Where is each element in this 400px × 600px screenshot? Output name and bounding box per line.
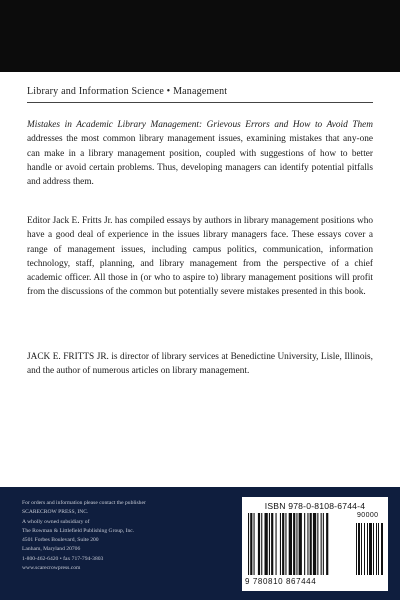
- publisher-line: 4501 Forbes Boulevard, Suite 200: [22, 537, 99, 544]
- publisher-line: www.scarecrowpress.com: [22, 565, 81, 572]
- isbn-text: ISBN 978-0-8108-6744-4: [264, 501, 366, 511]
- publisher-line: For orders and information please contact the publisher: [22, 500, 146, 506]
- barcode-icon: [248, 513, 386, 577]
- publisher-line: The Rowman & Littlefield Publishing Group, Inc.: [22, 527, 135, 534]
- publisher-line: Lanham, Maryland 20706: [22, 546, 81, 553]
- publisher-contact: [22, 499, 222, 573]
- description-text: addresses the most common library management issues, examining mistakes that any-one can make in a library management position, coupled with suggestions of how to better handle or avoid certain problems. Thus, developing managers can identify potential pitfalls and address them.: [27, 134, 373, 188]
- barcode-box: [242, 497, 388, 591]
- top-dark-band: [0, 0, 400, 72]
- subject-category: Library and Information Science • Management: [27, 86, 228, 97]
- price-code: 90000: [357, 512, 379, 519]
- publisher-line: A wholly owned subsidiary of: [22, 518, 90, 525]
- divider-rule: [27, 102, 373, 103]
- description-paragraph: [27, 118, 373, 189]
- publisher-line: SCARECROW PRESS, INC.: [22, 509, 89, 516]
- author-bio-paragraph: JACK E. FRITTS JR. is director of library services at Benedictine University, Lisle, Illinois, and the author of numerous articles on library management.: [27, 352, 373, 377]
- ean-digits: 9 780810 867444: [245, 577, 317, 586]
- publisher-line: 1-800-462-6420 • fax 717-794-3803: [22, 555, 104, 562]
- book-title: Mistakes in Academic Library Management: Grievous Errors and How to Avoid Them: [27, 120, 373, 130]
- editor-paragraph: Editor Jack E. Fritts Jr. has compiled essays by authors in library management positions who have a good deal of experience in the issues library managers face. These essays cover a range of management issues, including campus politics, communication, information technology, staff, planning, and library management from the perspective of a chief academic officer. All those in (or who to aspire to) library management positions will profit from the discussions of the common but potentially severe mistakes presented in this book.: [27, 216, 373, 298]
